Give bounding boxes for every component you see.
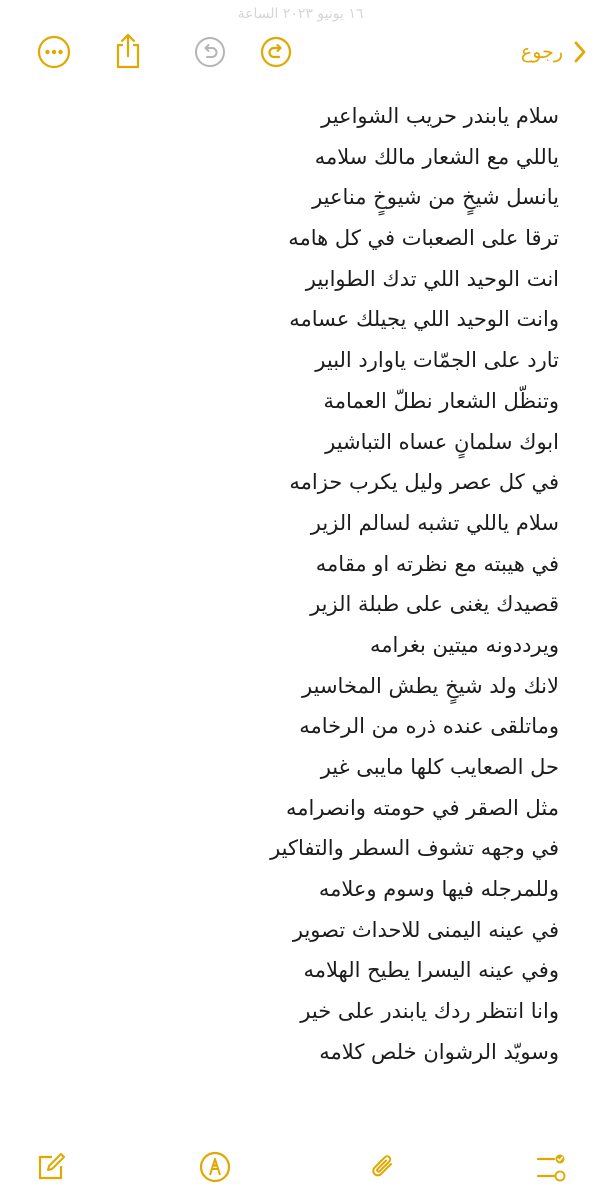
more-button[interactable]	[34, 32, 74, 72]
note-line: وماتلقى عنده ذره من الرخامه	[299, 714, 559, 739]
note-line: ياللي مع الشعار مالك سلامه	[314, 144, 559, 169]
note-line: لانك ولد شيخٍ يطش المخاسير	[302, 673, 559, 698]
chevron-left-icon	[573, 40, 587, 64]
note-line: مثل الصقر في حومته وانصرامه	[285, 795, 559, 820]
note-line: ترقا على الصعبات في كل هامه	[288, 226, 559, 251]
note-line: انت الوحيد اللي تدك الطوابير	[305, 266, 559, 291]
note-line: وانت الوحيد اللي يجيلك عسامه	[289, 307, 559, 332]
undo-icon	[194, 36, 226, 68]
undo-button[interactable]	[190, 32, 230, 72]
note-line: وانا انتظر ردك يابندر على خير	[300, 999, 559, 1024]
note-line: في كل عصر وليل يكرب حزامه	[289, 470, 559, 495]
status-date: ١٦ يونيو ٢٠٢٣ الساعة	[237, 6, 364, 22]
note-line: قصيدك يغنى على طبلة الزير	[310, 592, 559, 617]
attachment-icon	[367, 1151, 399, 1183]
note-line: ويرددونه ميتين بغرامه	[369, 632, 559, 657]
share-icon	[112, 32, 144, 70]
note-line: في وجهه تشوف السطر والتفاكير	[270, 836, 559, 861]
redo-button[interactable]	[256, 32, 296, 72]
redo-icon	[260, 36, 292, 68]
note-line: وتنظّل الشعار نطلّ العمامة	[323, 388, 559, 413]
note-body[interactable]	[39, 96, 559, 1073]
note-line: ابوك سلمانٍ عساه التباشير	[325, 429, 559, 454]
checklist-button[interactable]	[530, 1148, 570, 1186]
note-line: وفي عينه اليسرا يطيح الهلامه	[303, 958, 559, 983]
checklist-icon	[533, 1151, 567, 1183]
note-line: تارد على الجمّات ياوارد البير	[315, 348, 559, 373]
back-button[interactable]	[521, 34, 587, 70]
compose-button[interactable]	[32, 1148, 70, 1186]
note-line: حل الصعايب كلها مايبى غير	[320, 755, 559, 779]
markup-button[interactable]	[196, 1148, 234, 1186]
top-toolbar	[0, 28, 601, 76]
note-line: سلام يابندر حريب الشواعير	[321, 104, 559, 128]
attachment-button[interactable]	[364, 1148, 402, 1186]
note-line: وللمرجله فيها وسوم وعلامه	[318, 877, 559, 902]
bottom-toolbar	[0, 1142, 601, 1192]
more-icon	[37, 35, 71, 69]
back-label: رجوع	[520, 41, 563, 63]
note-line: في هيبته مع نظرته او مقامه	[315, 551, 559, 576]
markup-icon	[199, 1151, 231, 1183]
compose-icon	[35, 1151, 67, 1183]
note-line: في عينه اليمنى للاحداث تصوير	[292, 917, 559, 942]
note-line: سلام ياللي تشبه لسالم الزير	[310, 510, 559, 535]
note-line: يانسل شيخٍ من شيوخٍ مناعير	[312, 185, 559, 210]
share-button[interactable]	[108, 30, 148, 72]
note-line: وسويّد الرشوان خلص كلامه	[319, 1039, 559, 1064]
